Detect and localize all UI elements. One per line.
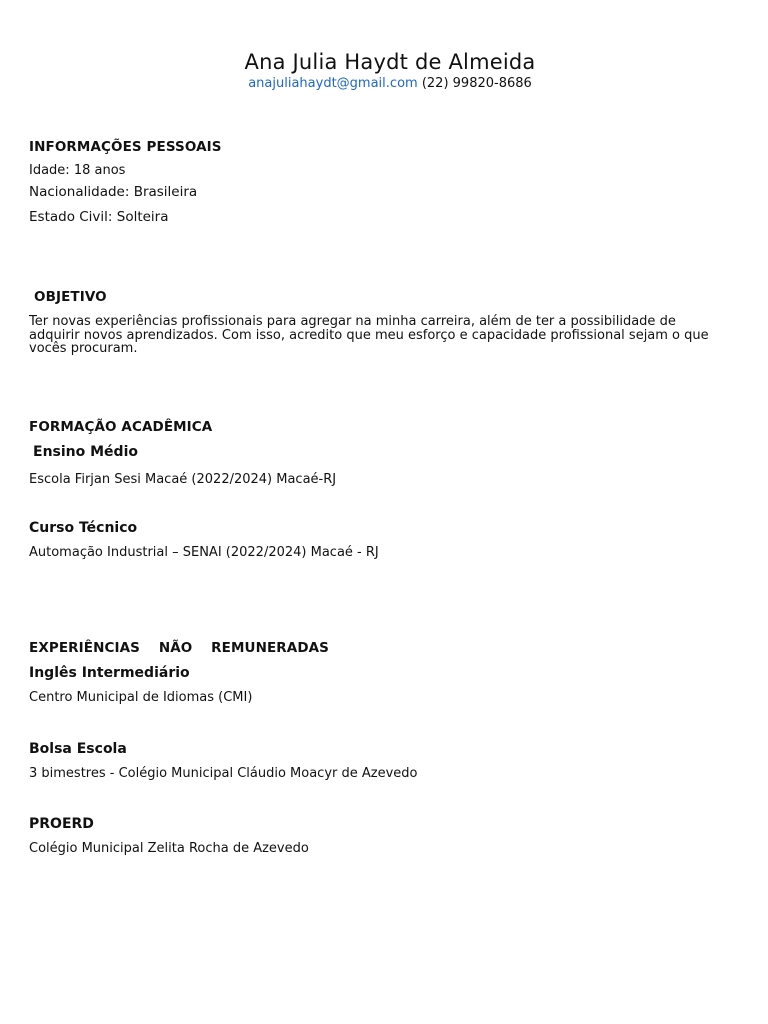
age-text: Idade: 18 anos xyxy=(29,163,126,178)
phone-number: (22) 99820-8686 xyxy=(421,76,532,91)
experience-heading xyxy=(29,640,329,656)
experience-detail: Centro Municipal de Idiomas (CMI) xyxy=(29,690,253,705)
experience-detail: 3 bimestres - Colégio Municipal Cláudio Moacyr de Azevedo xyxy=(29,766,418,781)
personal-info-heading: INFORMAÇÕES PESSOAIS xyxy=(29,139,222,155)
marital-status-text: Estado Civil: Solteira xyxy=(29,209,169,225)
education-heading: FORMAÇÃO ACADÊMICA xyxy=(29,419,213,435)
objective-heading: OBJETIVO xyxy=(34,289,107,305)
candidate-name: Ana Julia Haydt de Almeida xyxy=(244,50,536,74)
objective-text: Ter novas experiências profissionais para agregar na minha carreira, além de ter a possibilidade de adquirir novos aprendizados. Com isso, acredito que meu esforço e capacidade profissional sejam o que vocês procuram. xyxy=(29,314,709,356)
experience-heading-word: NÃO xyxy=(158,640,193,656)
experience-title: Inglês Intermediário xyxy=(29,665,190,681)
education-title: Curso Técnico xyxy=(29,520,138,536)
experience-heading-word: EXPERIÊNCIAS xyxy=(29,640,140,656)
nationality-text: Nacionalidade: Brasileira xyxy=(29,184,198,200)
experience-heading-word: REMUNERADAS xyxy=(211,640,330,656)
education-detail: Escola Firjan Sesi Macaé (2022/2024) Macaé-RJ xyxy=(29,472,337,487)
experience-title: Bolsa Escola xyxy=(29,741,127,757)
education-detail: Automação Industrial – SENAI (2022/2024) Macaé - RJ xyxy=(29,545,379,560)
experience-detail: Colégio Municipal Zelita Rocha de Azevedo xyxy=(29,841,309,856)
experience-title: PROERD xyxy=(29,816,94,832)
contact-line xyxy=(0,76,768,91)
education-title: Ensino Médio xyxy=(33,444,138,460)
email-link[interactable]: anajuliahaydt@gmail.com xyxy=(248,76,418,91)
